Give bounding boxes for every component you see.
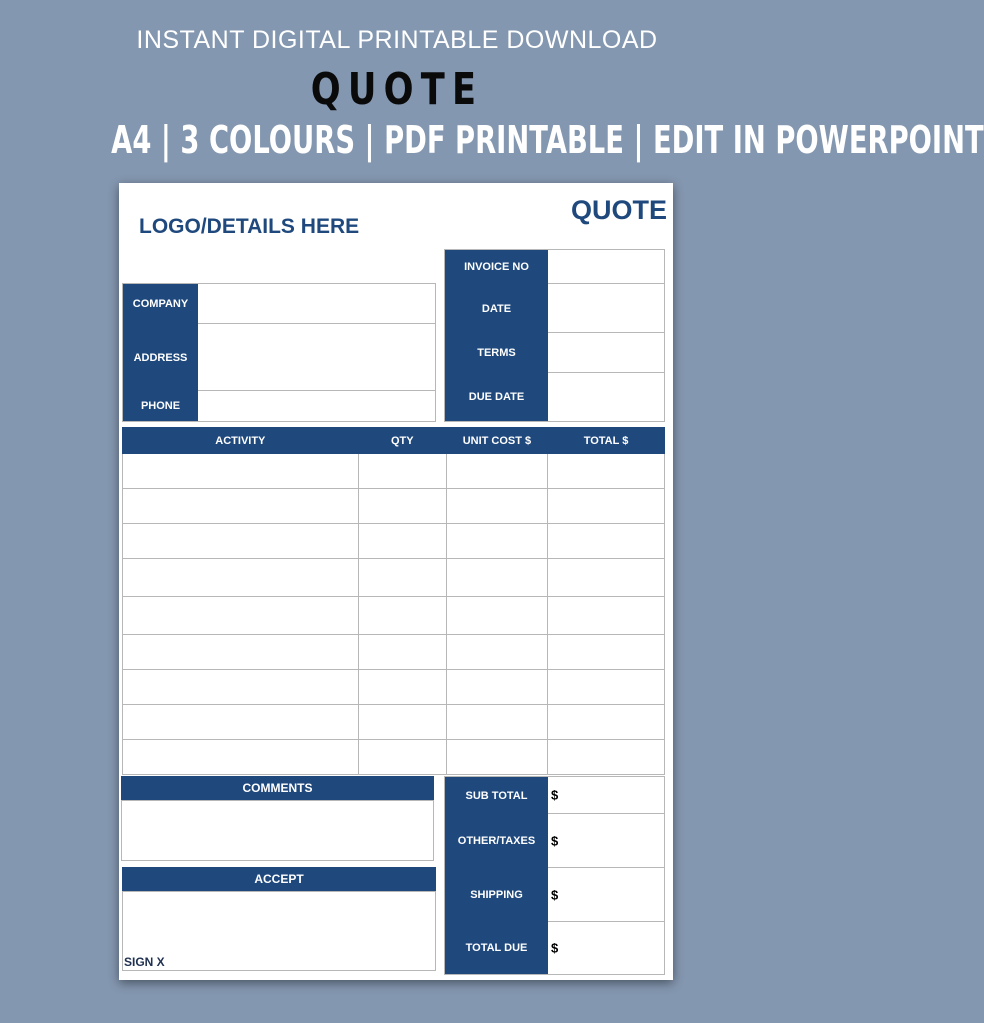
address-field[interactable] <box>199 324 435 390</box>
total-cell[interactable] <box>548 454 665 489</box>
total-header: TOTAL $ <box>548 428 665 454</box>
unit-cost-cell[interactable] <box>446 597 547 635</box>
unit-cost-cell[interactable] <box>446 489 547 524</box>
currency-symbol: $ <box>551 940 559 956</box>
comments-header: COMMENTS <box>121 776 434 800</box>
banner-title: QUOTE <box>310 64 484 115</box>
activity-cell[interactable] <box>123 635 359 670</box>
date-label: DATE <box>445 284 548 333</box>
unit-cost-header: UNIT COST $ <box>446 428 547 454</box>
table-row <box>123 635 665 670</box>
comments-field[interactable] <box>121 800 434 861</box>
total-cell[interactable] <box>548 559 665 597</box>
total-due-label: TOTAL DUE <box>445 922 548 974</box>
currency-symbol: $ <box>551 887 559 902</box>
unit-cost-cell[interactable] <box>446 454 547 489</box>
activity-cell[interactable] <box>123 670 359 705</box>
other-taxes-field[interactable] <box>548 814 664 867</box>
due-date-label: DUE DATE <box>445 373 548 421</box>
due-date-field[interactable] <box>549 373 664 421</box>
unit-cost-cell[interactable] <box>446 705 547 740</box>
quote-template-page <box>119 183 673 980</box>
currency-symbol: $ <box>551 833 559 848</box>
accept-header: ACCEPT <box>122 867 436 891</box>
total-cell[interactable] <box>548 524 665 559</box>
activity-cell[interactable] <box>123 597 359 635</box>
other-taxes-label: OTHER/TAXES <box>445 814 548 868</box>
activity-cell[interactable] <box>123 454 359 489</box>
activity-header: ACTIVITY <box>123 428 359 454</box>
phone-field[interactable] <box>199 391 435 421</box>
phone-label: PHONE <box>123 391 198 421</box>
table-row <box>123 454 665 489</box>
unit-cost-cell[interactable] <box>446 635 547 670</box>
qty-cell[interactable] <box>358 705 446 740</box>
banner-features: A4 | 3 COLOURS | PDF PRINTABLE | EDIT IN POWERPOINT <box>111 118 984 162</box>
quote-title: QUOTE <box>571 195 668 225</box>
currency-symbol: $ <box>551 787 559 803</box>
table-row <box>123 559 665 597</box>
signature-field[interactable] <box>122 891 436 971</box>
unit-cost-cell[interactable] <box>446 559 547 597</box>
table-row <box>123 597 665 635</box>
shipping-field[interactable] <box>548 868 664 921</box>
terms-field[interactable] <box>549 333 664 372</box>
unit-cost-cell[interactable] <box>446 740 547 775</box>
table-row <box>123 705 665 740</box>
subtotal-field[interactable] <box>548 777 664 813</box>
table-row <box>123 740 665 775</box>
qty-cell[interactable] <box>358 454 446 489</box>
shipping-label: SHIPPING <box>445 868 548 922</box>
total-cell[interactable] <box>548 670 665 705</box>
invoice-no-label: INVOICE NO <box>445 250 548 284</box>
qty-cell[interactable] <box>358 524 446 559</box>
activity-cell[interactable] <box>123 740 359 775</box>
qty-cell[interactable] <box>358 740 446 775</box>
activity-cell[interactable] <box>123 559 359 597</box>
total-due-field[interactable] <box>548 922 664 974</box>
unit-cost-cell[interactable] <box>446 524 547 559</box>
table-row <box>123 524 665 559</box>
qty-cell[interactable] <box>358 597 446 635</box>
activity-cell[interactable] <box>123 705 359 740</box>
qty-cell[interactable] <box>358 635 446 670</box>
date-field[interactable] <box>549 284 664 332</box>
total-cell[interactable] <box>548 597 665 635</box>
company-field[interactable] <box>199 284 435 323</box>
total-cell[interactable] <box>548 740 665 775</box>
qty-cell[interactable] <box>358 559 446 597</box>
qty-header: QTY <box>358 428 446 454</box>
total-cell[interactable] <box>548 635 665 670</box>
unit-cost-cell[interactable] <box>446 670 547 705</box>
qty-cell[interactable] <box>358 670 446 705</box>
address-label: ADDRESS <box>123 324 198 391</box>
subtotal-label: SUB TOTAL <box>445 777 548 814</box>
banner-subtitle: INSTANT DIGITAL PRINTABLE DOWNLOAD <box>136 26 658 54</box>
table-header-row <box>123 428 665 454</box>
qty-cell[interactable] <box>358 489 446 524</box>
logo-placeholder: LOGO/DETAILS HERE <box>139 215 360 238</box>
activity-cell[interactable] <box>123 524 359 559</box>
table-row <box>123 670 665 705</box>
line-items-table <box>122 427 665 775</box>
company-label: COMPANY <box>123 284 198 324</box>
total-cell[interactable] <box>548 705 665 740</box>
table-row <box>123 489 665 524</box>
activity-cell[interactable] <box>123 489 359 524</box>
sign-label: SIGN X <box>124 955 165 969</box>
total-cell[interactable] <box>548 489 665 524</box>
terms-label: TERMS <box>445 333 548 373</box>
invoice-no-field[interactable] <box>549 250 664 283</box>
